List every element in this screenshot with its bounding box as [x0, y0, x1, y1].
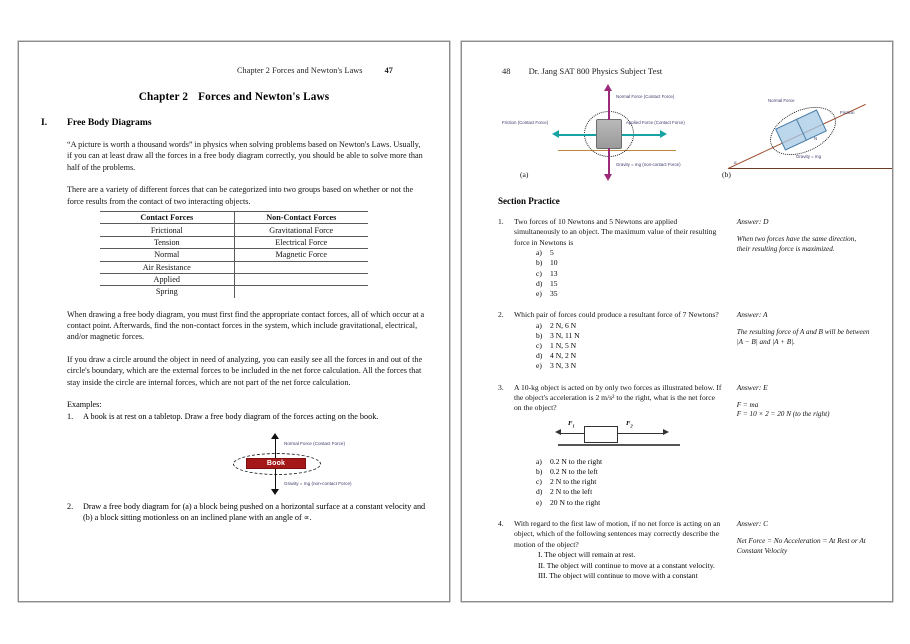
figure-b-angle-label: α	[734, 160, 737, 165]
intro-paragraph-1: “A picture is worth a thousand words” in physics when solving problems based on Newton's Laws. Usually, if you can at least draw all the forces in a free body diagram correctly, you should be able to solve more than half of the problems.	[67, 140, 423, 172]
table-row	[100, 236, 368, 248]
choice-key: b)	[536, 258, 543, 268]
figure-a-applied-label: Applied Force (Contact Force)	[626, 120, 685, 125]
cell-noncontact: Magnetic Force	[234, 249, 368, 261]
figure-a-horizontal-surface	[502, 80, 724, 184]
question-4	[484, 519, 870, 581]
figure-b-caption: (b)	[722, 170, 731, 179]
choice-key: d)	[536, 351, 543, 361]
section-number: I.	[41, 117, 48, 128]
cell-noncontact	[234, 286, 368, 298]
choice-text: 15	[550, 278, 558, 288]
cell-contact: Air Resistance	[100, 261, 234, 273]
book-gravity-label: Gravity = mg (non-contact Force)	[284, 480, 352, 486]
arrow-head-down-icon	[271, 489, 279, 495]
question-text: With regard to the first law of motion, if no net force is acting on an object, which of the following sentences may correctly describe the motion of the object?	[514, 518, 721, 549]
force1-label: $F_1$	[568, 419, 575, 429]
choice-text: 1 N, 5 N	[550, 341, 577, 351]
choice-item[interactable]	[536, 361, 723, 371]
answer-explanation: When two forces have the same direction, their resulting force is maximized.	[736, 235, 857, 253]
choice-text: 4 N, 2 N	[550, 351, 577, 361]
choice-item[interactable]	[536, 457, 723, 467]
arrow-head-up-icon	[604, 84, 612, 91]
choice-key: e)	[536, 361, 542, 371]
normal-force-arrow	[608, 90, 610, 120]
block-object	[596, 119, 622, 149]
choice-text: 0.2 N to the left	[550, 467, 598, 477]
answer-label: Answer: C	[736, 518, 769, 528]
choice-item[interactable]	[536, 258, 723, 268]
question-text: Two forces of 10 Newtons and 5 Newtons are applied simultaneously to an object. The maximum value of their resulting force in Newtons is	[514, 217, 717, 247]
choice-list	[536, 248, 723, 299]
free-body-diagrams-row	[484, 80, 870, 184]
choice-item[interactable]	[536, 498, 723, 508]
cell-contact: Frictional	[100, 224, 234, 236]
block-object	[584, 426, 618, 443]
figure-b-friction-label: Friction	[840, 110, 855, 115]
cell-contact: Spring	[100, 286, 234, 298]
force1-arrow	[560, 433, 584, 434]
question-2	[484, 310, 870, 371]
choice-key: b)	[536, 467, 543, 477]
friction-force-arrow	[558, 134, 596, 136]
chapter-title-name: Forces and Newton's Laws	[198, 91, 330, 103]
book-normal-force-label: Normal Force (Contact Force)	[284, 440, 346, 446]
choice-text: 20 N to the right	[550, 497, 601, 507]
forces-table	[100, 211, 368, 298]
choice-key: c)	[536, 341, 542, 351]
cell-noncontact: Gravitational Force	[234, 224, 368, 236]
choice-item[interactable]	[536, 279, 723, 289]
examples-label: Examples:	[67, 400, 102, 410]
left-header-text: Chapter 2 Forces and Newton's Laws	[236, 66, 363, 75]
page-right	[461, 41, 893, 602]
cell-contact: Tension	[100, 236, 234, 248]
answer-explanation: The resulting force of A and B will be between |A − B| and |A + B|.	[736, 328, 870, 347]
answer-explanation	[737, 401, 870, 421]
choice-item[interactable]: I. The object will remain at rest.	[538, 550, 636, 560]
chapter-title-number: Chapter 2	[138, 91, 189, 103]
choice-item[interactable]: II. The object will continue to move at a constant velocity.	[538, 560, 715, 570]
question-number: 2.	[498, 310, 504, 320]
choice-key: a)	[536, 320, 542, 330]
question-3	[484, 383, 870, 508]
column-header-contact-forces: Contact Forces	[100, 212, 234, 224]
body-paragraph-3: When drawing a free body diagram, you must first find the appropriate contact forces, all of which occur at a contact point. Afterwards, find the non-contact forces in the system, which include gravitational, electrical, and/or magnetic forces.	[67, 309, 425, 342]
left-header-page-number: 47	[384, 66, 393, 75]
choice-key: b)	[536, 330, 543, 340]
explanation-line: F = ma	[736, 400, 759, 409]
choice-item[interactable]	[536, 248, 723, 258]
section-title: Free Body Diagrams	[67, 117, 152, 128]
base-line-icon	[728, 168, 893, 169]
choice-item[interactable]: III. The object will continue to move with a constant	[538, 570, 698, 580]
ground-line-icon	[558, 444, 680, 446]
answer-label: Answer: A	[736, 310, 768, 320]
answer-label: Answer: D	[736, 217, 769, 226]
question-number: 4.	[498, 518, 504, 528]
arrow-head-left-icon	[552, 130, 559, 138]
choice-key: d)	[536, 487, 543, 497]
choice-item[interactable]	[536, 341, 723, 351]
choice-key: e)	[536, 289, 542, 299]
question-1	[484, 217, 870, 299]
cell-contact: Applied	[100, 273, 234, 285]
cell-noncontact	[234, 261, 368, 273]
choice-list	[536, 321, 723, 372]
figure-a-normal-label: Normal Force (Contact Force)	[616, 94, 675, 99]
choice-key: a)	[536, 456, 542, 466]
arrow-head-right-icon	[663, 429, 669, 435]
normal-force-arrow	[275, 437, 276, 459]
choice-list	[536, 457, 723, 508]
table-row	[100, 249, 368, 261]
choice-key: c)	[536, 477, 542, 487]
example-marker: 1.	[67, 412, 74, 422]
section-heading	[41, 117, 427, 128]
figure-a-gravity-label: Gravity = mg (non-contact Force)	[616, 162, 681, 167]
cell-noncontact: Electrical Force	[234, 236, 368, 248]
cell-contact: Normal	[100, 249, 234, 261]
question-text: Which pair of forces could produce a resultant force of 7 Newtons?	[514, 310, 719, 320]
choice-text: 0.2 N to the right	[550, 456, 603, 466]
table-row	[100, 286, 368, 298]
page-title	[41, 91, 427, 103]
arrow-head-left-icon	[555, 429, 561, 435]
list-item	[67, 501, 427, 524]
choice-item[interactable]	[536, 351, 723, 361]
choice-key: a)	[536, 248, 542, 258]
table-row	[100, 224, 368, 236]
choice-text: 3 N, 11 N	[550, 330, 580, 340]
question-number: 1.	[498, 217, 504, 226]
choice-key: d)	[536, 278, 543, 288]
example-marker: 2.	[67, 501, 74, 511]
choice-text: 35	[550, 289, 558, 299]
figure-a-caption: (a)	[520, 170, 529, 179]
choice-key: e)	[536, 497, 542, 507]
arrow-head-up-icon	[271, 433, 279, 439]
force2-arrow	[618, 433, 664, 434]
right-page-header	[484, 66, 870, 76]
page-left	[18, 41, 450, 602]
choice-item[interactable]	[536, 331, 723, 341]
choice-text: 2 N, 6 N	[550, 320, 577, 330]
answer-label: Answer: E	[736, 382, 768, 392]
arrow-head-down-icon	[604, 174, 612, 181]
applied-force-arrow	[622, 134, 660, 136]
choice-item[interactable]	[536, 477, 723, 487]
choice-text: 13	[550, 268, 558, 278]
roman-choice-list	[538, 550, 723, 581]
section-practice-title: Section Practice	[498, 196, 560, 206]
list-item	[67, 411, 427, 422]
choice-text: 5	[550, 248, 554, 258]
figure-a-friction-label: Friction (Contact Force)	[502, 120, 549, 125]
choice-item[interactable]	[536, 269, 723, 279]
table-header-row	[100, 212, 368, 224]
figure-b-normal-label: Normal Force	[768, 98, 795, 103]
force2-label: $F_2$	[626, 419, 633, 429]
choice-text: 2 N to the right	[550, 477, 597, 487]
figure-b-gravity-label: Gravity = mg	[796, 154, 822, 159]
cell-noncontact	[234, 273, 368, 285]
choice-item[interactable]	[536, 321, 723, 331]
book-free-body-diagram	[41, 429, 427, 499]
left-page-header	[41, 66, 427, 75]
figure-b-inclined-plane	[722, 80, 893, 184]
choice-text: 10	[550, 258, 558, 268]
table-row	[100, 261, 368, 273]
intro-paragraph-2: There are a variety of different forces that can be categorized into two groups based on whether or not the force results from the contact of two interacting objects.	[67, 185, 414, 206]
choice-item[interactable]	[536, 289, 723, 299]
choice-text: 2 N to the left	[550, 487, 593, 497]
body-paragraph-4: If you draw a circle around the object in need of analyzing, you can easily see all the forces in and out of the circle's boundary, which are the external forces to be included in the net force calculation. All the forces that stay inside the circle are internal forces, which are not part of the net force calculation.	[67, 354, 423, 387]
examples-list	[67, 411, 427, 422]
arrow-head-right-icon	[660, 130, 667, 138]
answer-explanation: Net Force = No Acceleration = At Rest or At Constant Velocity	[736, 536, 866, 555]
explanation-line: F = 10 × 2 = 20 N (to the right)	[736, 410, 830, 419]
right-header-text: Dr. Jang SAT 800 Physics Subject Test	[528, 66, 663, 76]
choice-item[interactable]	[536, 487, 723, 497]
figure-b-component-label: N	[814, 136, 818, 141]
question-3-force-diagram	[542, 418, 723, 454]
book-block: Book	[246, 458, 306, 469]
question-number: 3.	[498, 382, 504, 392]
choice-item[interactable]	[536, 467, 723, 477]
choice-key: c)	[536, 268, 542, 278]
column-header-non-contact-forces: Non-Contact Forces	[234, 212, 368, 224]
choice-text: 3 N, 3 N	[550, 361, 577, 371]
gravity-force-arrow	[275, 469, 276, 491]
question-text: A 10-kg object is acted on by only two forces as illustrated below. If the object's acceleration is 2 m/s² to the right, what is the net force on the object?	[514, 382, 722, 413]
example-text: A book is at rest on a tabletop. Draw a free body diagram of the forces acting on the book.	[83, 412, 379, 422]
right-header-page-number: 48	[502, 66, 511, 76]
table-row	[100, 273, 368, 285]
examples-list-2	[67, 501, 427, 524]
example-text: Draw a free body diagram for (a) a block being pushed on a horizontal surface at a constant velocity and (b) a block sitting motionless on an inclined plane with an angle of ∝.	[83, 501, 426, 522]
